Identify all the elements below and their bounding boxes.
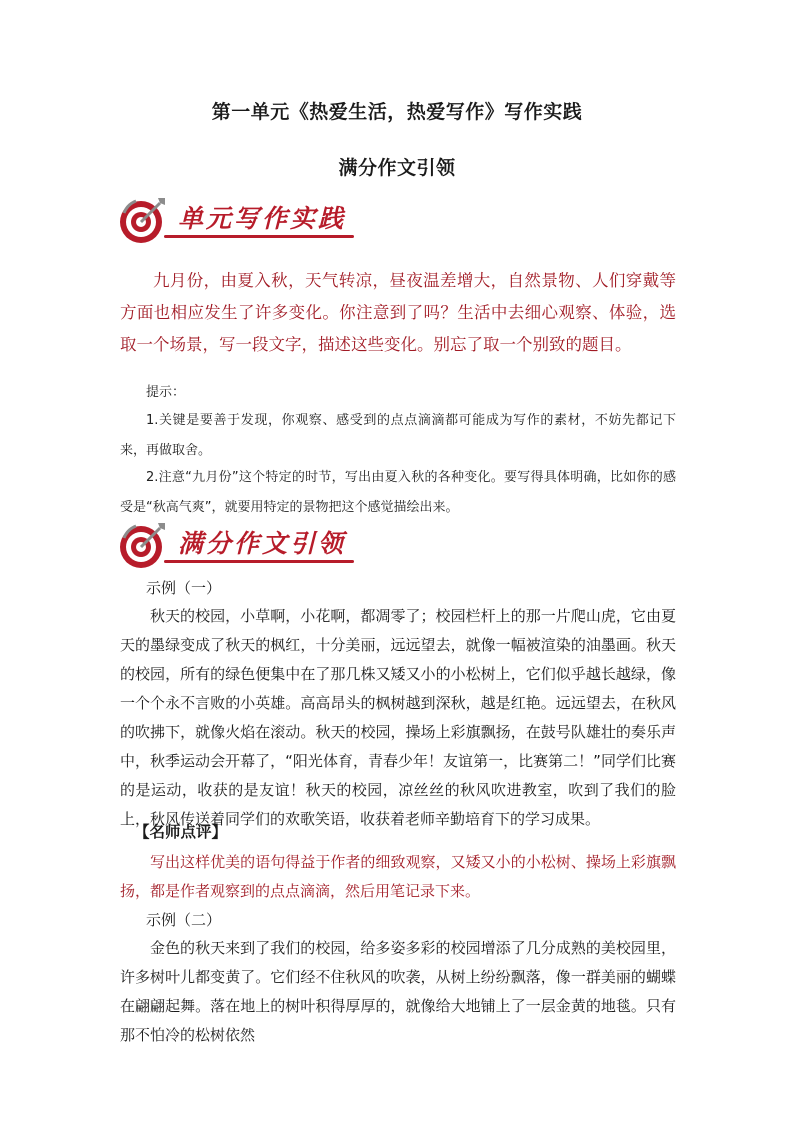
section-underline [164,235,354,238]
example-text: 秋天的校园，小草啊，小花啊，都凋零了；校园栏杆上的那一片爬山虎，它由夏天的墨绿变成了秋天的枫红，十分美丽，远远望去，就像一幅被渲染的油墨画。秋天的校园，所有的绿色便集中在了那几株又矮又小的小松树上，它们似乎越长越绿，像一个个永不言败的小英雄。高高昂头的枫树越到深秋，越是红艳。远远望去，在秋风的吹拂下，就像火焰在滚动。秋天的校园，操场上彩旗飘扬，在鼓号队雄壮的奏乐声中，秋季运动会开幕了，“阳光体育，青春少年！友谊第一，比赛第二！”同学们比赛的是运动，收获的是友谊！秋天的校园，凉丝丝的秋风吹进教室，吹到了我们的脸上，秋风传送着同学们的欢歌笑语，收获着老师辛勤培育下的学习成果。 [120,607,676,828]
example-label: 示例（一） [146,579,222,597]
tip-item: 1.关键是要善于发现，你观察、感受到的点点滴滴都可能成为写作的素材，不妨先都记下来，再做取舍。 [120,413,676,458]
page-subtitle: 满分作文引领 [338,157,456,179]
target-icon [118,195,168,245]
page-title: 第一单元《热爱生活，热爱写作》写作实践 [211,101,583,123]
writing-prompt: 九月份，由夏入秋，天气转凉，昼夜温差增大，自然景物、人们穿戴等方面也相应发生了许多变化。你注意到了吗？生活中去细心观察、体验，选取一个场景，写一段文字，描述这些变化。别忘了取一个别致的题目。 [120,271,676,354]
section-underline [164,560,354,563]
review-heading: 【名师点评】 [134,823,228,841]
section-label: 满分作文引领 [178,529,347,558]
tips-heading: 提示： [146,385,186,400]
tip-item: 2.注意“九月份”这个特定的时节，写出由夏入秋的各种变化。要写得具体明确，比如你的感受是“秋高气爽”，就要用特定的景物把这个感觉描绘出来。 [120,470,676,515]
section-label: 单元写作实践 [178,204,347,233]
section-banner-model-essays [118,520,363,570]
example-text: 金色的秋天来到了我们的校园，给多姿多彩的校园增添了几分成熟的美校园里，许多树叶儿都变黄了。它们经不住秋风的吹袭，从树上纷纷飘落，像一群美丽的蝴蝶在翩翩起舞。落在地上的树叶积得厚厚的，就像给大地铺上了一层金黄的地毯。只有那不怕冷的松树依然 [120,939,676,1044]
review-text: 写出这样优美的语句得益于作者的细致观察，又矮又小的小松树、操场上彩旗飘扬，都是作者观察到的点点滴滴，然后用笔记录下来。 [120,853,676,900]
example-label: 示例（二） [146,911,222,929]
target-icon [118,520,168,570]
section-banner-writing-practice [118,195,363,245]
